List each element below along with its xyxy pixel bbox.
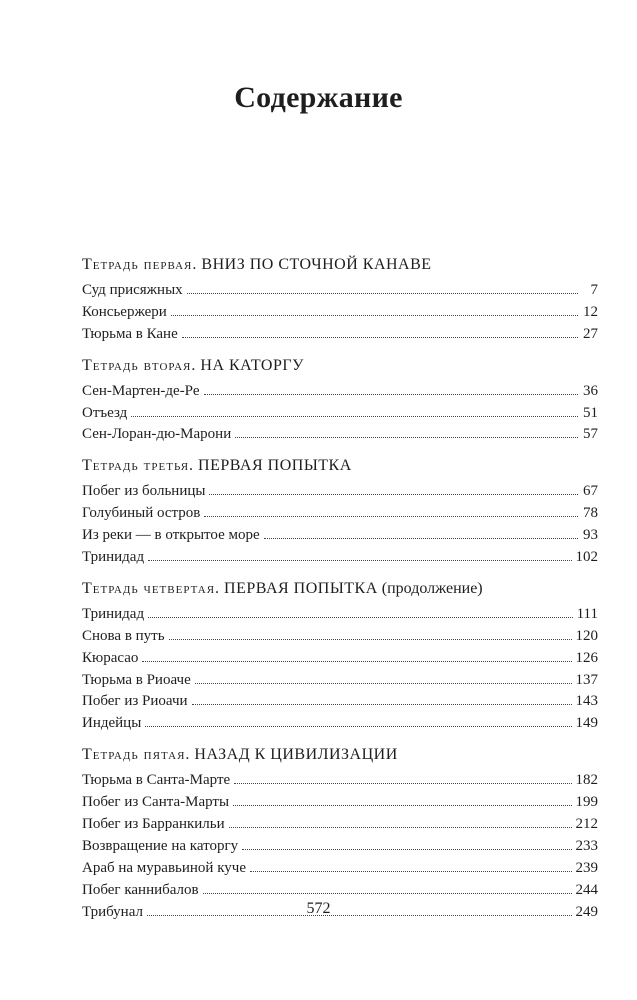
dot-leader bbox=[233, 805, 571, 806]
toc-entry[interactable] bbox=[82, 858, 598, 880]
toc-entry[interactable] bbox=[82, 302, 598, 324]
entry-page: 120 bbox=[575, 627, 598, 644]
toc-entry[interactable] bbox=[82, 648, 598, 670]
part-label: Тетрадь третья. bbox=[82, 457, 195, 475]
toc-entry[interactable] bbox=[82, 525, 598, 547]
entry-page: 27 bbox=[583, 325, 598, 342]
dot-leader bbox=[195, 683, 572, 684]
entry-page: 67 bbox=[583, 483, 598, 500]
part-label: Тетрадь пятая. bbox=[82, 746, 191, 764]
toc-entry[interactable] bbox=[82, 481, 598, 503]
toc-entry[interactable] bbox=[82, 670, 598, 692]
entry-title: Сен-Лоран-дю-Марони bbox=[82, 426, 232, 443]
dot-leader bbox=[204, 394, 579, 395]
entry-title: Араб на муравьиной куче bbox=[82, 859, 246, 876]
toc-entry[interactable] bbox=[82, 691, 598, 713]
part-title: НА КАТОРГУ bbox=[200, 356, 304, 374]
entry-title: Тюрьма в Кане bbox=[82, 325, 178, 342]
entry-page: 212 bbox=[575, 816, 598, 833]
entry-page: 239 bbox=[575, 859, 598, 876]
dot-leader bbox=[142, 661, 571, 662]
entry-title: Тринидад bbox=[82, 605, 145, 622]
table-of-contents bbox=[82, 253, 598, 931]
dot-leader bbox=[148, 560, 571, 561]
toc-entry[interactable] bbox=[82, 770, 598, 792]
entry-title: Побег каннибалов bbox=[82, 881, 199, 898]
entry-page: 126 bbox=[575, 649, 598, 666]
entry-page: 93 bbox=[583, 527, 598, 544]
entry-page: 57 bbox=[583, 426, 598, 443]
entry-page: 182 bbox=[575, 772, 598, 789]
dot-leader bbox=[148, 617, 573, 618]
dot-leader bbox=[192, 704, 572, 705]
entry-title: Тюрьма в Санта-Марте bbox=[82, 772, 231, 789]
entry-page: 78 bbox=[583, 505, 598, 522]
entry-title: Отъезд bbox=[82, 404, 128, 421]
toc-entry[interactable] bbox=[82, 324, 598, 346]
part-heading bbox=[82, 454, 598, 477]
entry-title: Тюрьма в Риоаче bbox=[82, 671, 191, 688]
part-title: НАЗАД К ЦИВИЛИЗАЦИИ bbox=[194, 746, 398, 764]
toc-entry[interactable] bbox=[82, 403, 598, 425]
part-label: Тетрадь четвертая. bbox=[82, 579, 221, 597]
part-heading bbox=[82, 577, 598, 600]
toc-entry[interactable] bbox=[82, 814, 598, 836]
entry-page: 51 bbox=[583, 404, 598, 421]
entry-title: Из реки — в открытое море bbox=[82, 527, 260, 544]
dot-leader bbox=[187, 293, 578, 294]
part-label: Тетрадь вторая. bbox=[82, 356, 197, 374]
entry-page: 199 bbox=[575, 794, 598, 811]
entry-title: Трибунал bbox=[82, 903, 143, 920]
dot-leader bbox=[203, 893, 572, 894]
toc-entry[interactable] bbox=[82, 792, 598, 814]
dot-leader bbox=[145, 726, 571, 727]
entry-title: Индейцы bbox=[82, 715, 142, 732]
entry-title: Побег из Барранкильи bbox=[82, 816, 225, 833]
part-heading bbox=[82, 253, 598, 276]
dot-leader bbox=[250, 871, 572, 872]
entry-page: 244 bbox=[575, 881, 598, 898]
toc-entry[interactable] bbox=[82, 604, 598, 626]
entry-page: 102 bbox=[575, 549, 598, 566]
entry-title: Побег из больницы bbox=[82, 483, 206, 500]
dot-leader bbox=[171, 315, 578, 316]
dot-leader bbox=[234, 783, 571, 784]
toc-entry[interactable] bbox=[82, 713, 598, 735]
dot-leader bbox=[209, 494, 578, 495]
entry-title: Голубиный остров bbox=[82, 505, 201, 522]
dot-leader bbox=[204, 516, 578, 517]
toc-entry[interactable] bbox=[82, 836, 598, 858]
part-title: ВНИЗ ПО СТОЧНОЙ КАНАВЕ bbox=[201, 256, 432, 273]
toc-part-3 bbox=[82, 454, 598, 569]
dot-leader bbox=[235, 437, 578, 438]
entry-page: 233 bbox=[575, 837, 598, 854]
toc-entry[interactable] bbox=[82, 503, 598, 525]
dot-leader bbox=[182, 337, 578, 338]
toc-part-2 bbox=[82, 354, 598, 447]
entry-page: 143 bbox=[575, 693, 598, 710]
dot-leader bbox=[242, 849, 571, 850]
entry-title: Кюрасао bbox=[82, 649, 139, 666]
dot-leader bbox=[169, 639, 572, 640]
entry-title: Побег из Санта-Марты bbox=[82, 794, 230, 811]
entry-page: 7 bbox=[590, 282, 598, 298]
toc-entry[interactable] bbox=[82, 547, 598, 569]
dot-leader bbox=[264, 538, 578, 539]
toc-entry[interactable] bbox=[82, 280, 598, 302]
entry-page: 149 bbox=[575, 715, 598, 732]
entry-title: Тринидад bbox=[82, 549, 145, 566]
entry-title: Суд присяжных bbox=[82, 282, 183, 298]
part-title: ПЕРВАЯ ПОПЫТКА bbox=[198, 457, 352, 475]
part-subtitle: (продолжение) bbox=[381, 579, 483, 597]
toc-part-1 bbox=[82, 253, 598, 346]
entry-page: 137 bbox=[575, 671, 598, 688]
toc-part-4 bbox=[82, 577, 598, 735]
entry-title: Снова в путь bbox=[82, 627, 165, 644]
part-heading bbox=[82, 354, 598, 377]
entry-page: 36 bbox=[583, 382, 598, 399]
toc-entry[interactable] bbox=[82, 626, 598, 648]
toc-entry[interactable] bbox=[82, 424, 598, 446]
page-title: Содержание bbox=[234, 81, 403, 115]
entry-page: 249 bbox=[575, 903, 598, 920]
entry-page: 12 bbox=[583, 303, 598, 320]
part-label: Тетрадь первая. bbox=[82, 256, 198, 273]
toc-entry[interactable] bbox=[82, 381, 598, 403]
page-number: 572 bbox=[306, 900, 331, 917]
entry-title: Побег из Риоачи bbox=[82, 693, 188, 710]
entry-title: Сен-Мартен-де-Ре bbox=[82, 382, 200, 399]
dot-leader bbox=[131, 416, 578, 417]
part-title: ПЕРВАЯ ПОПЫТКА bbox=[224, 579, 378, 597]
entry-title: Консьержери bbox=[82, 303, 167, 320]
part-heading bbox=[82, 743, 598, 766]
toc-part-5 bbox=[82, 743, 598, 923]
entry-page: 111 bbox=[576, 605, 598, 622]
dot-leader bbox=[229, 827, 572, 828]
entry-title: Возвращение на каторгу bbox=[82, 837, 239, 854]
